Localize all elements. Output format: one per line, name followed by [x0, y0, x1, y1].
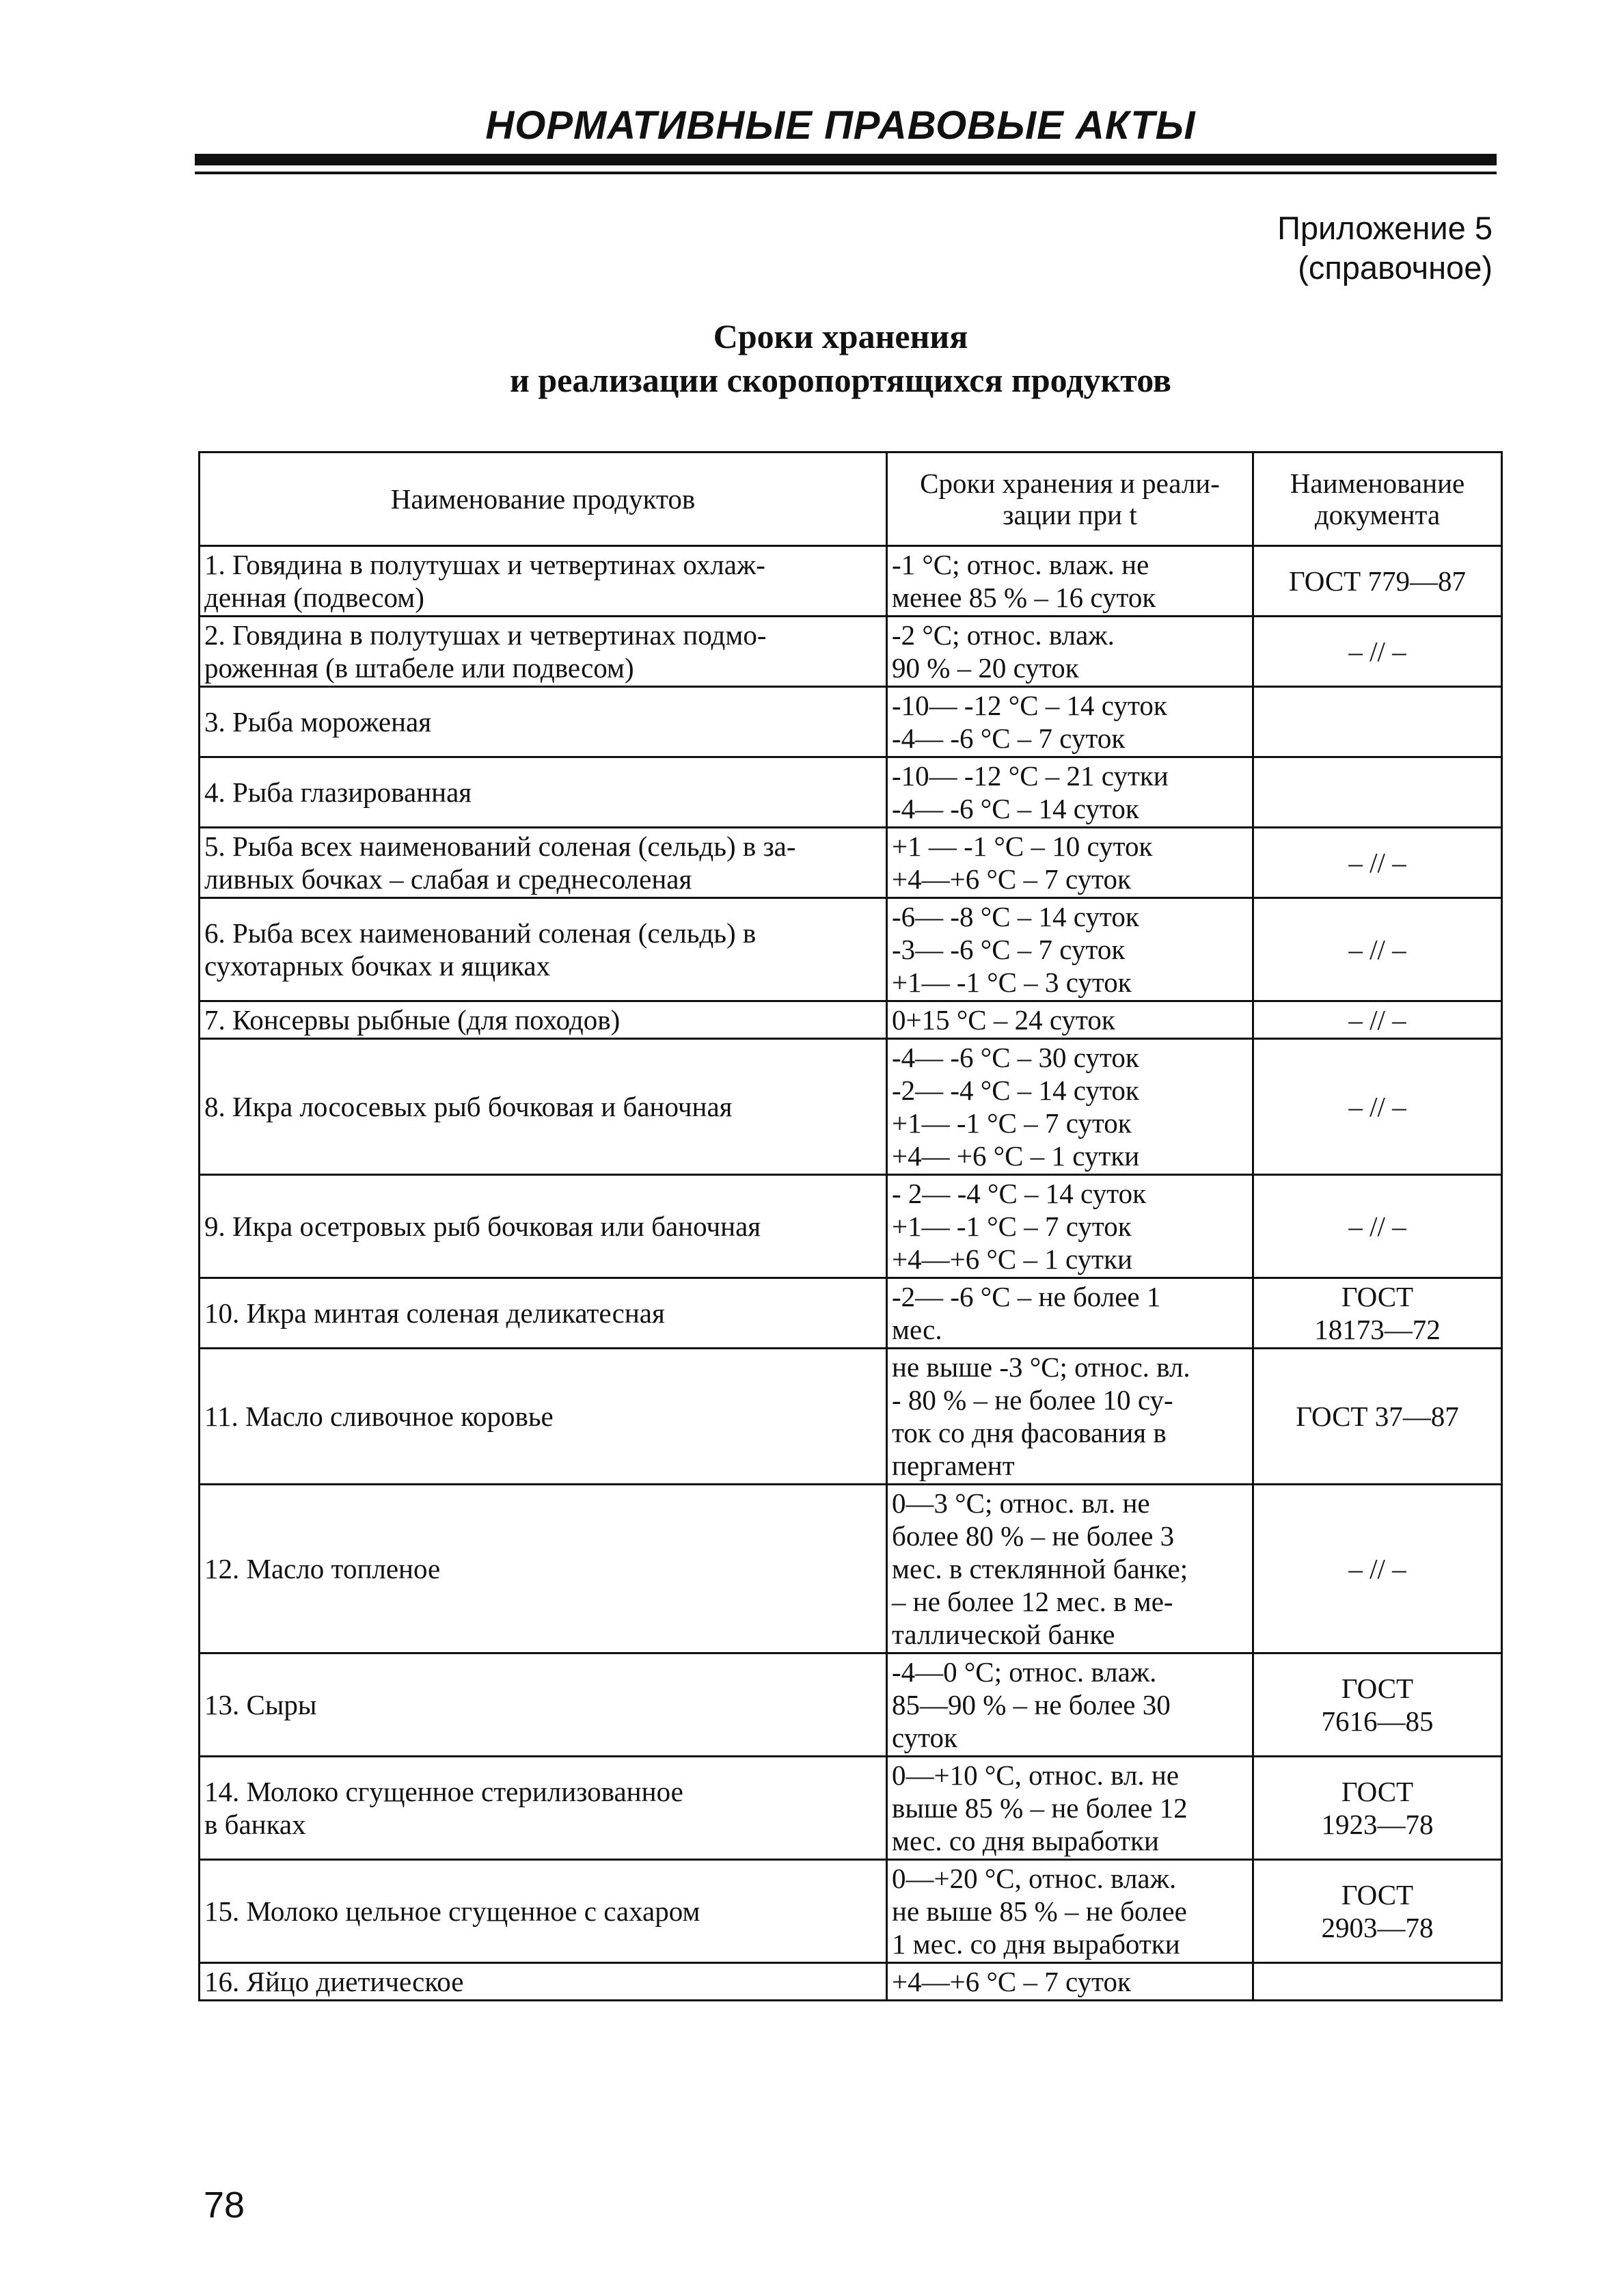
product-name-cell-line: 10. Икра минтая соленая деликатесная	[204, 1297, 665, 1329]
storage-terms-cell	[887, 1963, 1253, 2001]
product-name-cell	[200, 1349, 887, 1485]
product-name-cell-line: роженная (в штабеле или подвесом)	[204, 652, 634, 684]
product-name-cell	[200, 1963, 887, 2001]
document-cell	[1253, 1175, 1502, 1278]
storage-terms-cell-line: -2— -4 °С – 14 суток	[892, 1075, 1139, 1106]
document-cell	[1253, 757, 1502, 828]
document-cell	[1253, 828, 1502, 898]
product-name-cell-line: 13. Сыры	[204, 1689, 317, 1720]
storage-terms-cell-line: 1 мес. со дня выработки	[892, 1928, 1180, 1960]
storage-terms-cell-line: мес.	[892, 1314, 942, 1345]
storage-terms-cell	[887, 1860, 1253, 1963]
storage-terms-cell-line: - 80 % – не более 10 су-	[892, 1384, 1173, 1416]
storage-terms-cell	[887, 687, 1253, 757]
storage-terms-cell-line: 0—+10 °С, относ. вл. не	[892, 1759, 1180, 1791]
storage-terms-cell-line: -10— -12 °С – 21 сутки	[892, 760, 1169, 792]
document-cell-line: – // –	[1348, 1004, 1406, 1036]
product-name-cell-line: 6. Рыба всех наименований соленая (сельдь) в	[204, 917, 757, 949]
document-cell-line: – // –	[1348, 1553, 1406, 1584]
product-name-cell-line: 8. Икра лососевых рыб бочковая и баночная	[204, 1091, 733, 1122]
storage-terms-cell-line: +4— +6 °С – 1 сутки	[892, 1140, 1140, 1172]
product-name-cell-line: 5. Рыба всех наименований соленая (сельдь) в за-	[204, 830, 796, 862]
column-header-storage-terms-line-2: зации при t	[1003, 499, 1137, 530]
page-number: 78	[204, 2185, 245, 2226]
appendix-type: (справочное)	[1298, 249, 1493, 286]
product-name-cell-line: 3. Рыба мороженая	[204, 706, 432, 738]
storage-terms-cell-line: - 2— -4 °С – 14 суток	[892, 1178, 1147, 1209]
product-name-cell-line: 12. Масло топленое	[204, 1553, 441, 1584]
product-name-cell	[200, 1039, 887, 1175]
storage-terms-cell	[887, 1039, 1253, 1175]
storage-terms-cell-line: -4— -6 °С – 14 суток	[892, 793, 1139, 824]
product-name-cell-line: ливных бочках – слабая и среднесоленая	[204, 863, 692, 895]
storage-terms-cell	[887, 1349, 1253, 1485]
storage-terms-cell	[887, 546, 1253, 617]
storage-terms-cell-line: – не более 12 мес. в ме-	[892, 1586, 1173, 1617]
storage-terms-cell-line: 90 % – 20 суток	[892, 652, 1079, 684]
product-name-cell	[200, 828, 887, 898]
product-name-cell	[200, 1278, 887, 1349]
table-row	[200, 1757, 1502, 1860]
document-cell-line: ГОСТ	[1341, 1879, 1414, 1910]
table-header-row	[200, 453, 1502, 546]
document-title-line-1: Сроки хранения	[713, 317, 968, 355]
column-header-document	[1253, 453, 1502, 546]
storage-terms-cell-line: -1 °С; относ. влаж. не	[892, 549, 1149, 580]
storage-terms-cell	[887, 1757, 1253, 1860]
product-name-cell	[200, 1485, 887, 1653]
storage-terms-cell	[887, 898, 1253, 1001]
table-row	[200, 687, 1502, 757]
product-name-cell	[200, 1860, 887, 1963]
document-cell-line: 18173—72	[1314, 1314, 1441, 1345]
storage-terms-cell-line: мес. со дня выработки	[892, 1825, 1159, 1856]
document-cell-line: ГОСТ	[1341, 1776, 1414, 1807]
table-row	[200, 1039, 1502, 1175]
product-name-cell-line: 7. Консервы рыбные (для походов)	[204, 1004, 621, 1036]
table-row	[200, 898, 1502, 1001]
product-name-cell	[200, 1757, 887, 1860]
column-header-product-name: Наименование продуктов	[200, 453, 887, 546]
storage-terms-cell-line: 0+15 °С – 24 суток	[892, 1004, 1115, 1036]
document-cell-line: 7616—85	[1321, 1705, 1434, 1737]
storage-terms-cell-line: выше 85 % – не более 12	[892, 1792, 1188, 1824]
storage-terms-cell-line: +1— -1 °С – 7 суток	[892, 1211, 1132, 1242]
document-cell	[1253, 1278, 1502, 1349]
storage-terms-cell	[887, 1278, 1253, 1349]
storage-terms-cell-line: +4—+6 °С – 1 сутки	[892, 1243, 1132, 1275]
document-title-line-2: и реализации скоропортящихся продуктов	[510, 361, 1171, 399]
storage-terms-cell-line: 0—3 °С; относ. вл. не	[892, 1487, 1150, 1519]
column-header-storage-terms	[887, 453, 1253, 546]
document-cell	[1253, 1485, 1502, 1653]
document-cell-line: ГОСТ	[1341, 1673, 1414, 1704]
product-name-cell-line: 15. Молоко цельное сгущенное с сахаром	[204, 1895, 700, 1927]
storage-terms-cell-line: суток	[892, 1722, 957, 1753]
table-row	[200, 828, 1502, 898]
storage-terms-cell-line: -4— -6 °С – 30 суток	[892, 1042, 1139, 1073]
storage-terms-table	[198, 451, 1503, 2001]
document-cell-line: – // –	[1348, 847, 1406, 878]
storage-terms-cell	[887, 757, 1253, 828]
document-cell	[1253, 1039, 1502, 1175]
document-cell-line: – // –	[1348, 1091, 1406, 1122]
product-name-cell	[200, 546, 887, 617]
storage-terms-cell-line: таллической банке	[892, 1619, 1115, 1650]
section-header: НОРМАТИВНЫЕ ПРАВОВЫЕ АКТЫ	[485, 103, 1196, 148]
product-name-cell-line: 16. Яйцо диетическое	[204, 1966, 464, 1997]
appendix-number: Приложение 5	[1277, 210, 1493, 246]
storage-terms-cell-line: -2 °С; относ. влаж.	[892, 619, 1115, 651]
storage-terms-cell-line: мес. в стеклянной банке;	[892, 1553, 1188, 1584]
product-name-cell-line: сухотарных бочках и ящиках	[204, 950, 551, 982]
storage-terms-cell-line: -4— -6 °С – 7 суток	[892, 722, 1126, 754]
storage-terms-cell-line: более 80 % – не более 3	[892, 1520, 1175, 1552]
column-header-document-line-1: Наименование	[1290, 468, 1465, 499]
product-name-cell	[200, 1653, 887, 1757]
column-header-storage-terms-line-1: Сроки хранения и реали-	[920, 468, 1220, 499]
product-name-cell-line: 11. Масло сливочное коровье	[204, 1401, 554, 1432]
storage-terms-cell-line: -6— -8 °С – 14 суток	[892, 901, 1139, 932]
product-name-cell-line: в банках	[204, 1809, 306, 1840]
document-cell-line: ГОСТ 779—87	[1289, 565, 1466, 597]
document-cell	[1253, 1860, 1502, 1963]
storage-terms-cell-line: ток со дня фасования в	[892, 1417, 1167, 1448]
table-row	[200, 1349, 1502, 1485]
storage-terms-cell-line: +1— -1 °С – 7 суток	[892, 1107, 1132, 1139]
document-cell	[1253, 546, 1502, 617]
document-cell	[1253, 1963, 1502, 2001]
storage-terms-cell-line: -4—0 °С; относ. влаж.	[892, 1656, 1157, 1688]
storage-terms-cell-line: 0—+20 °С, относ. влаж.	[892, 1863, 1177, 1894]
document-cell-line: ГОСТ	[1341, 1281, 1414, 1312]
product-name-cell-line: денная (подвесом)	[204, 582, 424, 613]
storage-terms-cell	[887, 617, 1253, 687]
document-title	[273, 314, 1408, 402]
product-name-cell-line: 14. Молоко сгущенное стерилизованное	[204, 1776, 683, 1807]
table-row	[200, 1175, 1502, 1278]
document-cell-line: – // –	[1348, 636, 1406, 667]
table-row	[200, 617, 1502, 687]
product-name-cell	[200, 1001, 887, 1039]
document-cell-line: – // –	[1348, 1211, 1406, 1242]
table-row	[200, 1963, 1502, 2001]
document-cell	[1253, 898, 1502, 1001]
table-row	[200, 1860, 1502, 1963]
column-header-document-line-2: документа	[1314, 499, 1441, 530]
storage-terms-cell-line: -10— -12 °С – 14 суток	[892, 690, 1167, 721]
document-cell	[1253, 1757, 1502, 1860]
table-body	[200, 546, 1502, 2001]
document-cell-line: – // –	[1348, 934, 1406, 965]
table-row	[200, 1278, 1502, 1349]
storage-terms-cell-line: пергамент	[892, 1450, 1015, 1481]
document-cell-line: 2903—78	[1321, 1912, 1434, 1943]
table-row	[200, 1653, 1502, 1757]
storage-terms-cell-line: менее 85 % – 16 суток	[892, 582, 1156, 613]
storage-terms-cell	[887, 1485, 1253, 1653]
storage-terms-cell-line: +1 — -1 °С – 10 суток	[892, 830, 1153, 862]
product-name-cell-line: 2. Говядина в полутушах и четвертинах подмо-	[204, 619, 767, 651]
storage-terms-cell-line: -2— -6 °С – не более 1	[892, 1281, 1161, 1312]
table-row	[200, 1001, 1502, 1039]
appendix-label	[1277, 208, 1493, 288]
document-cell	[1253, 1349, 1502, 1485]
product-name-cell	[200, 687, 887, 757]
storage-terms-cell-line: -3— -6 °С – 7 суток	[892, 934, 1126, 965]
document-cell	[1253, 1653, 1502, 1757]
document-cell	[1253, 617, 1502, 687]
storage-terms-cell-line: не выше -3 °С; относ. вл.	[892, 1351, 1190, 1383]
storage-terms-cell	[887, 828, 1253, 898]
product-name-cell	[200, 898, 887, 1001]
product-name-cell	[200, 617, 887, 687]
document-cell	[1253, 1001, 1502, 1039]
product-name-cell-line: 9. Икра осетровых рыб бочковая или баночная	[204, 1211, 761, 1242]
table-row	[200, 757, 1502, 828]
storage-terms-cell-line: +4—+6 °С – 7 суток	[892, 863, 1131, 895]
table-row	[200, 546, 1502, 617]
storage-terms-cell-line: не выше 85 % – не более	[892, 1895, 1187, 1927]
product-name-cell-line: 1. Говядина в полутушах и четвертинах охлаж-	[204, 549, 765, 580]
storage-terms-cell	[887, 1175, 1253, 1278]
product-name-cell	[200, 1175, 887, 1278]
header-rule-thick	[195, 154, 1497, 165]
product-name-cell	[200, 757, 887, 828]
storage-terms-cell	[887, 1001, 1253, 1039]
storage-terms-cell-line: +1— -1 °С – 3 суток	[892, 967, 1132, 998]
header-rule-thin	[195, 172, 1497, 174]
storage-terms-cell	[887, 1653, 1253, 1757]
document-cell-line: 1923—78	[1321, 1809, 1434, 1840]
storage-terms-cell-line: 85—90 % – не более 30	[892, 1689, 1171, 1720]
document-cell	[1253, 687, 1502, 757]
storage-terms-cell-line: +4—+6 °С – 7 суток	[892, 1966, 1131, 1997]
table-row	[200, 1485, 1502, 1653]
product-name-cell-line: 4. Рыба глазированная	[204, 776, 472, 808]
document-cell-line: ГОСТ 37—87	[1296, 1401, 1459, 1432]
